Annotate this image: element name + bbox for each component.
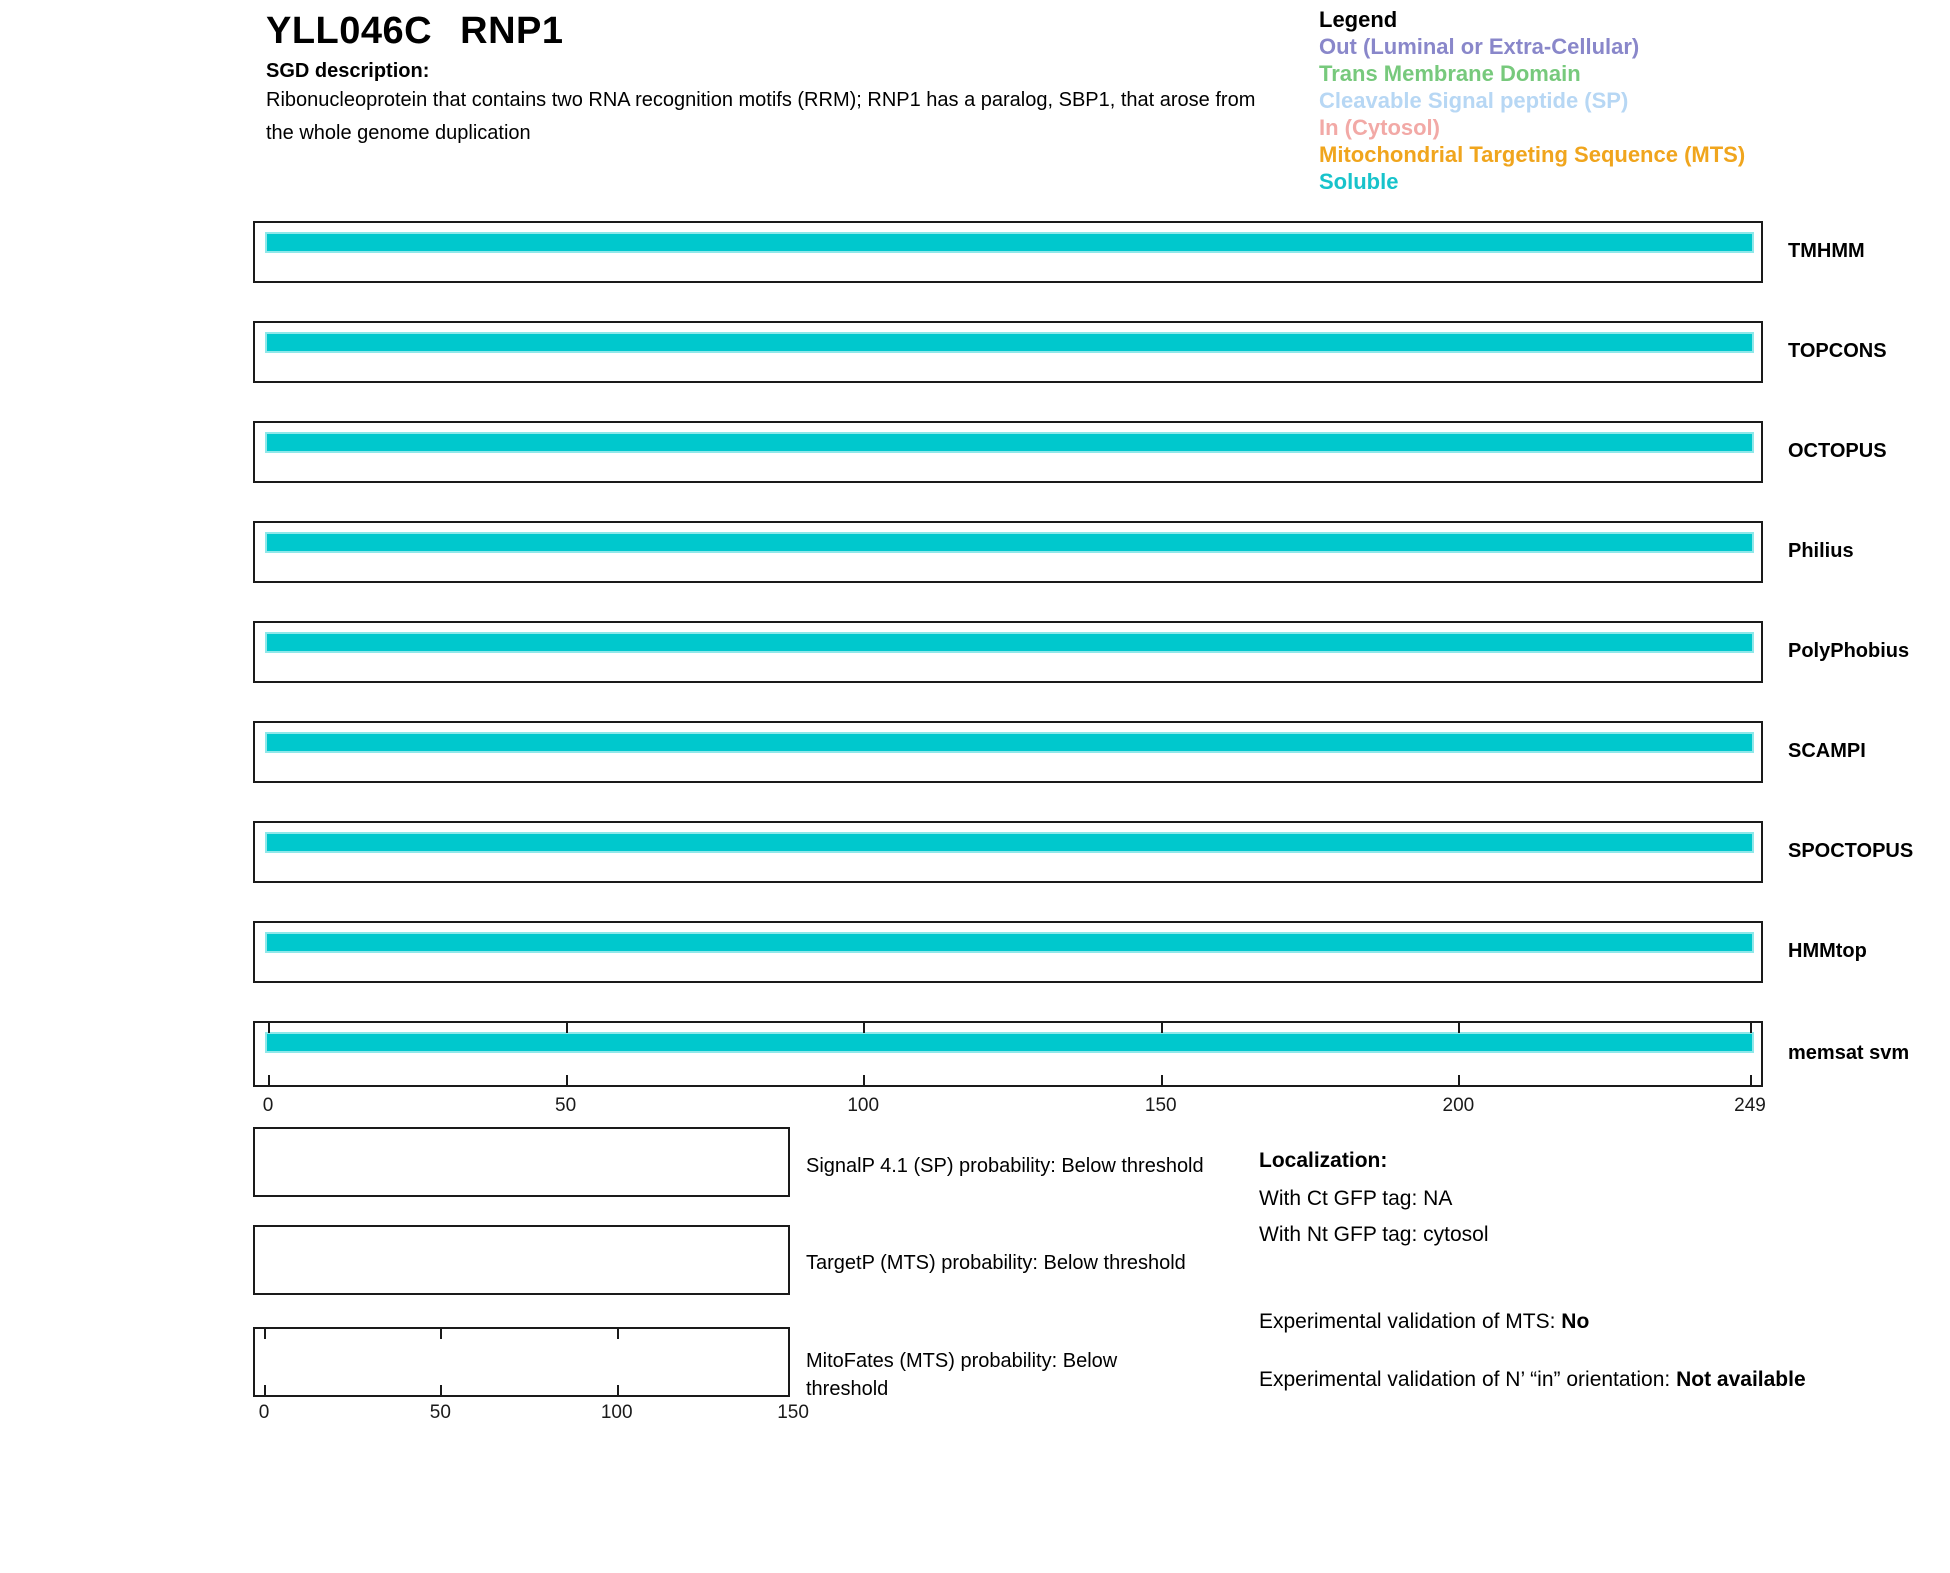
soluble-region-bar xyxy=(265,732,1754,753)
legend-item: Mitochondrial Targeting Sequence (MTS) xyxy=(1319,142,1746,167)
prediction-track-box xyxy=(253,1021,1763,1087)
soluble-region-bar xyxy=(265,932,1754,953)
legend-item: Trans Membrane Domain xyxy=(1319,61,1581,86)
legend-item: Cleavable Signal peptide (SP) xyxy=(1319,88,1629,113)
track-method-label: TMHMM xyxy=(1788,240,1865,262)
axis-tick-mark xyxy=(264,1385,266,1395)
track-method-label: memsat svm xyxy=(1788,1042,1910,1064)
legend-item: Soluble xyxy=(1319,169,1399,194)
mts-validation-prefix: Experimental validation of MTS: xyxy=(1259,1310,1562,1333)
probability-axis-tick-label: 0 xyxy=(258,1402,270,1423)
legend-title: Legend xyxy=(1319,7,1398,32)
axis-tick-mark xyxy=(1458,1023,1460,1033)
soluble-region-bar xyxy=(265,1032,1754,1053)
probability-panel-box xyxy=(253,1225,790,1295)
track-method-label: Philius xyxy=(1788,540,1854,562)
soluble-region-bar xyxy=(265,232,1754,253)
axis-tick-mark xyxy=(863,1075,865,1085)
axis-tick-mark xyxy=(1458,1075,1460,1085)
soluble-region-bar xyxy=(265,632,1754,653)
prediction-track-box xyxy=(253,321,1763,383)
soluble-region-bar xyxy=(265,832,1754,853)
page-title xyxy=(266,10,564,53)
prediction-track-box xyxy=(253,721,1763,783)
axis-tick-mark xyxy=(617,1385,619,1395)
main-axis-tick-label: 100 xyxy=(847,1095,880,1116)
axis-tick-mark xyxy=(617,1329,619,1339)
track-method-label: TOPCONS xyxy=(1788,340,1887,362)
track-method-label: SCAMPI xyxy=(1788,740,1866,762)
gene-name: RNP1 xyxy=(460,10,564,52)
axis-tick-mark xyxy=(1750,1023,1752,1033)
probability-panel-label: TargetP (MTS) probability: Below threshold xyxy=(806,1252,1186,1274)
main-axis-tick-label: 249 xyxy=(1734,1095,1766,1116)
track-method-label: OCTOPUS xyxy=(1788,440,1887,462)
axis-tick-mark xyxy=(268,1075,270,1085)
axis-tick-mark xyxy=(566,1075,568,1085)
axis-tick-mark xyxy=(264,1329,266,1339)
axis-tick-mark xyxy=(863,1023,865,1033)
axis-tick-mark xyxy=(1161,1023,1163,1033)
track-method-label: HMMtop xyxy=(1788,940,1867,962)
probability-panel-label: MitoFates (MTS) probability: Below threshold xyxy=(806,1350,1118,1400)
prediction-track-box xyxy=(253,821,1763,883)
axis-tick-mark xyxy=(1161,1075,1163,1085)
mts-validation-value: No xyxy=(1561,1310,1590,1333)
soluble-region-bar xyxy=(265,532,1754,553)
main-axis-tick-label: 150 xyxy=(1144,1095,1177,1116)
prediction-track-box xyxy=(253,621,1763,683)
nt-gfp-tag-line: With Nt GFP tag: cytosol xyxy=(1259,1223,1489,1246)
main-axis-tick-label: 200 xyxy=(1442,1095,1475,1116)
prediction-track-box xyxy=(253,521,1763,583)
sgd-description-text: Ribonucleoprotein that contains two RNA recognition motifs (RRM); RNP1 has a paralog, SBP1, that arose from the whole genome duplication xyxy=(266,89,1256,144)
probability-panel-box xyxy=(253,1127,790,1197)
probability-axis-tick-label: 100 xyxy=(600,1402,633,1423)
legend-item: In (Cytosol) xyxy=(1319,115,1440,140)
prediction-track-box xyxy=(253,921,1763,983)
axis-tick-mark xyxy=(268,1023,270,1033)
probability-panel-box xyxy=(253,1327,790,1397)
soluble-region-bar xyxy=(265,432,1754,453)
probability-axis-tick-label: 150 xyxy=(777,1402,809,1423)
localization-title: Localization: xyxy=(1259,1149,1388,1172)
probability-panel-label: SignalP 4.1 (SP) probability: Below threshold xyxy=(806,1155,1204,1177)
axis-tick-mark xyxy=(440,1329,442,1339)
main-axis-tick-label: 50 xyxy=(555,1095,577,1116)
track-method-label: PolyPhobius xyxy=(1788,640,1910,662)
probability-axis-tick-label: 50 xyxy=(429,1402,451,1423)
axis-tick-mark xyxy=(566,1023,568,1033)
legend-items xyxy=(1319,33,1745,195)
orf-name: YLL046C xyxy=(266,10,433,52)
mts-validation-line xyxy=(1259,1307,1589,1337)
sgd-description-label: SGD description: xyxy=(266,60,430,82)
prediction-track-box xyxy=(253,221,1763,283)
axis-tick-mark xyxy=(1750,1075,1752,1085)
main-axis-tick-label: 0 xyxy=(262,1095,274,1116)
track-method-label: SPOCTOPUS xyxy=(1788,840,1914,862)
prediction-track-box xyxy=(253,421,1763,483)
legend-item: Out (Luminal or Extra-Cellular) xyxy=(1319,34,1640,59)
orientation-validation-prefix: Experimental validation of N’ “in” orientation: xyxy=(1259,1368,1677,1391)
orientation-validation-line xyxy=(1259,1365,1819,1395)
ct-gfp-tag-line: With Ct GFP tag: NA xyxy=(1259,1187,1453,1210)
soluble-region-bar xyxy=(265,332,1754,353)
legend xyxy=(1319,6,1745,195)
axis-tick-mark xyxy=(440,1385,442,1395)
orientation-validation-value: Not available xyxy=(1676,1368,1806,1391)
